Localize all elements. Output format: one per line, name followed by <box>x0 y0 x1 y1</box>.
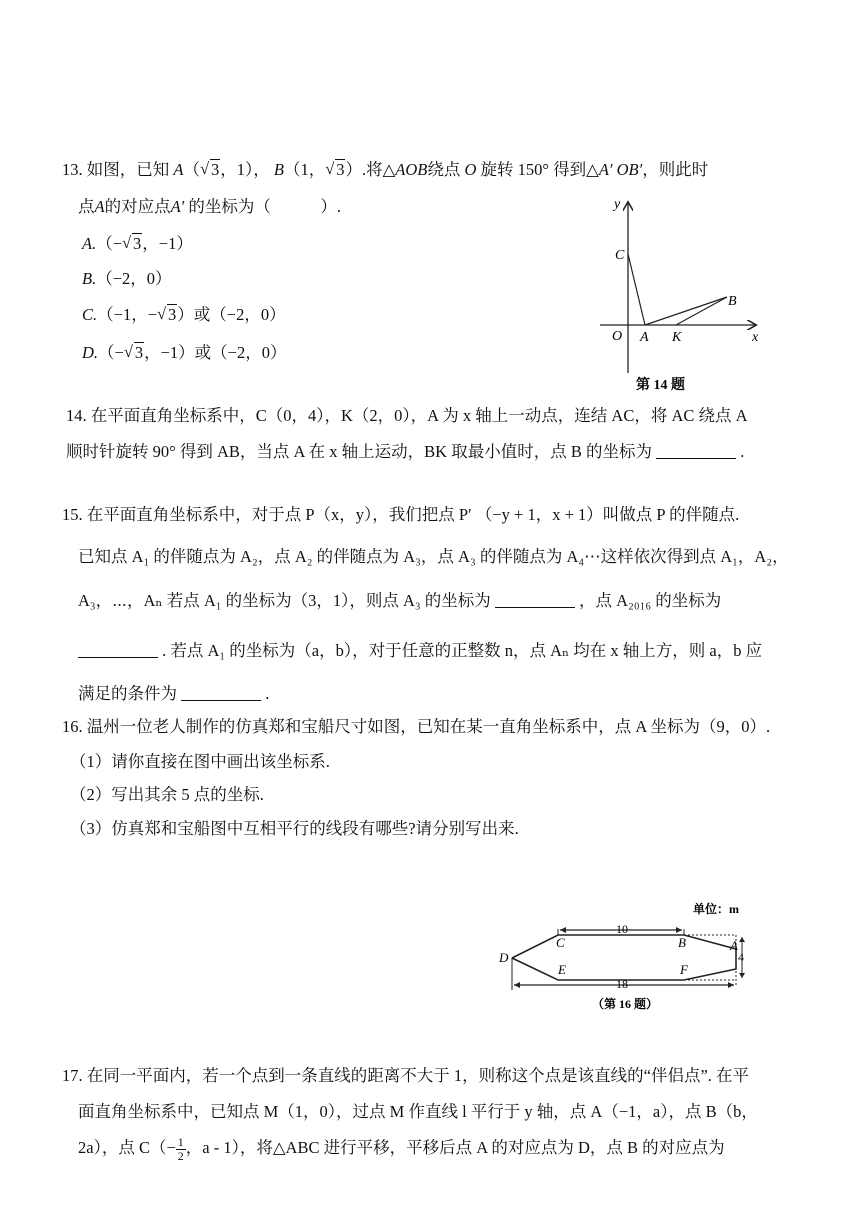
point-b-label: B <box>728 294 737 309</box>
q14-text: . <box>740 442 745 461</box>
figure-16-caption: （第 16 题） <box>592 997 659 1011</box>
sqrt-symbol: √ 3 <box>200 160 220 180</box>
q17-line2: 面直角坐标系中，已知点 M（1，0），过点 M 作直线 l 平行于 y 轴，点 A（−1，a），点 B（b， <box>78 1102 758 1121</box>
figure-16 <box>490 895 770 1020</box>
x-label: x <box>752 330 759 345</box>
q13-text: 的对应点 <box>104 197 171 216</box>
option-label: A. <box>82 234 97 253</box>
q15-text: . <box>265 684 270 703</box>
q15-line1: 15. 在平面直角坐标系中，对于点 P（x，y），我们把点 P′ （−y + 1，x + 1）叫做点 P 的伴随点. <box>62 505 740 524</box>
option-text: ，−1）或（−2，0） <box>144 343 287 362</box>
q17-line3 <box>78 1134 725 1163</box>
q13-text: 的坐标为（ ）. <box>188 197 342 216</box>
segment-kb <box>676 297 727 325</box>
q13-line2 <box>78 193 341 217</box>
fraction: $\frac{1}{2}$ <box>177 1134 184 1163</box>
point-a-label: A <box>730 938 738 953</box>
q15-text: A₃，⋯，Aₙ 若点 A₁ 的坐标为（3，1），则点 A₃ 的坐标为 <box>78 591 491 610</box>
q13-triangle2: A′ OB′ <box>598 160 643 179</box>
q13-text: （ <box>183 160 200 179</box>
q13-triangle: AOB <box>395 160 428 179</box>
q13-point-a: A <box>173 160 184 179</box>
option-text: （−1，− <box>97 305 158 324</box>
sqrt-symbol: √ 3 <box>124 343 144 363</box>
figure-14 <box>590 195 780 395</box>
q13-text: ）.将△ <box>345 160 396 179</box>
q15-text: . 若点 A₁ 的坐标为（a，b），对于任意的正整数 n，点 Aₙ 均在 x 轴上方，则 a，b 应 <box>162 641 763 660</box>
q13-number: 13. <box>62 160 83 179</box>
option-text: （−2，0） <box>96 269 172 288</box>
q13-point-b: B <box>273 160 284 179</box>
q13-text: （1， <box>283 160 326 179</box>
q15-line4 <box>78 637 762 661</box>
option-text: （− <box>96 234 123 253</box>
point-d-label: D <box>499 950 509 965</box>
figure-14-caption: 第 14 题 <box>636 378 685 393</box>
q15-line3 <box>78 587 721 611</box>
point-c-label: C <box>556 935 565 950</box>
point-f-label: F <box>680 962 688 977</box>
dim-label: 10 <box>616 922 628 936</box>
q13-point-o: O <box>464 160 477 179</box>
point-b-label: B <box>678 935 686 950</box>
q16-part1: （1）请你直接在图中画出该坐标系. <box>70 752 330 771</box>
point-c-label: C <box>615 248 625 263</box>
boat-outline <box>512 935 736 980</box>
q17-line1: 17. 在同一平面内，若一个点到一条直线的距离不大于 1，则称这个点是该直线的“伴侣点”. 在平 <box>62 1066 750 1085</box>
point-o-label: O <box>612 329 623 344</box>
point-k-label: K <box>672 330 682 345</box>
q15-text: 满足的条件为 <box>78 684 177 703</box>
segment-ab <box>645 297 727 325</box>
q13-point-a: A <box>94 197 105 216</box>
option-label: D. <box>82 343 99 362</box>
dim-label: 18 <box>616 977 628 991</box>
y-label: y <box>614 197 621 212</box>
option-text: （− <box>98 343 124 362</box>
q13-text: 点 <box>78 197 95 216</box>
option-label: B. <box>82 269 97 288</box>
q13-option-d[interactable] <box>82 339 286 363</box>
q14-text: 顺时针旋转 90° 得到 AB，当点 A 在 x 轴上运动，BK 取最小值时，点 B 的坐标为 <box>66 442 652 461</box>
q14-line2 <box>66 438 744 462</box>
answer-blank[interactable] <box>78 643 158 658</box>
answer-blank[interactable] <box>495 593 575 608</box>
q16-part2: （2）写出其余 5 点的坐标. <box>70 785 264 804</box>
sqrt-symbol: √ 3 <box>157 305 177 325</box>
segment-ca <box>628 254 645 325</box>
unit-label: 单位：m <box>693 902 739 916</box>
q14-line1: 14. 在平面直角坐标系中，C（0，4），K（2，0），A 为 x 轴上一动点，连结 AC，将 AC 绕点 A <box>66 406 748 425</box>
sqrt-symbol: √ 3 <box>325 160 345 180</box>
q13-text: ，1）， <box>220 160 270 179</box>
q13-text: 绕点 <box>427 160 461 179</box>
q13-option-a[interactable] <box>82 230 193 254</box>
point-e-label: E <box>558 962 566 977</box>
dim-label: 4 <box>738 950 744 964</box>
q15-line2: 已知点 A₁ 的伴随点为 A₂，点 A₂ 的伴随点为 A₃，点 A₃ 的伴随点为 A₄⋯这样依次得到点 A₁，A₂， <box>78 547 789 566</box>
q13-point-a2: A′ <box>170 197 185 216</box>
answer-blank[interactable] <box>181 686 261 701</box>
q16-line1: 16. 温州一位老人制作的仿真郑和宝船尺寸如图，已知在某一直角坐标系中，点 A 坐标为（9，0）. <box>62 717 771 736</box>
q17-text: ，a - 1），将△ABC 进行平移，平移后点 A 的对应点为 D，点 B 的对应点为 <box>185 1138 725 1157</box>
q13-line1 <box>62 156 708 180</box>
answer-blank[interactable] <box>656 444 736 459</box>
q13-option-b[interactable] <box>82 265 172 289</box>
q13-text: 如图，已知 <box>86 160 170 179</box>
option-text: ）或（−2，0） <box>177 305 286 324</box>
sqrt-symbol: √ 3 <box>122 234 142 254</box>
q13-text: ，则此时 <box>642 160 709 179</box>
point-a-label: A <box>640 330 649 345</box>
q17-text: 2a），点 C（− <box>78 1138 176 1157</box>
option-text: ，−1） <box>142 234 193 253</box>
q15-line5 <box>78 680 269 704</box>
q13-option-c[interactable] <box>82 301 286 325</box>
q15-text: ，点 A₂₀₁₆ 的坐标为 <box>579 591 722 610</box>
option-label: C. <box>82 305 98 324</box>
q16-part3: （3）仿真郑和宝船图中互相平行的线段有哪些?请分别写出来. <box>70 819 519 838</box>
q13-text: 旋转 150° 得到△ <box>480 160 599 179</box>
